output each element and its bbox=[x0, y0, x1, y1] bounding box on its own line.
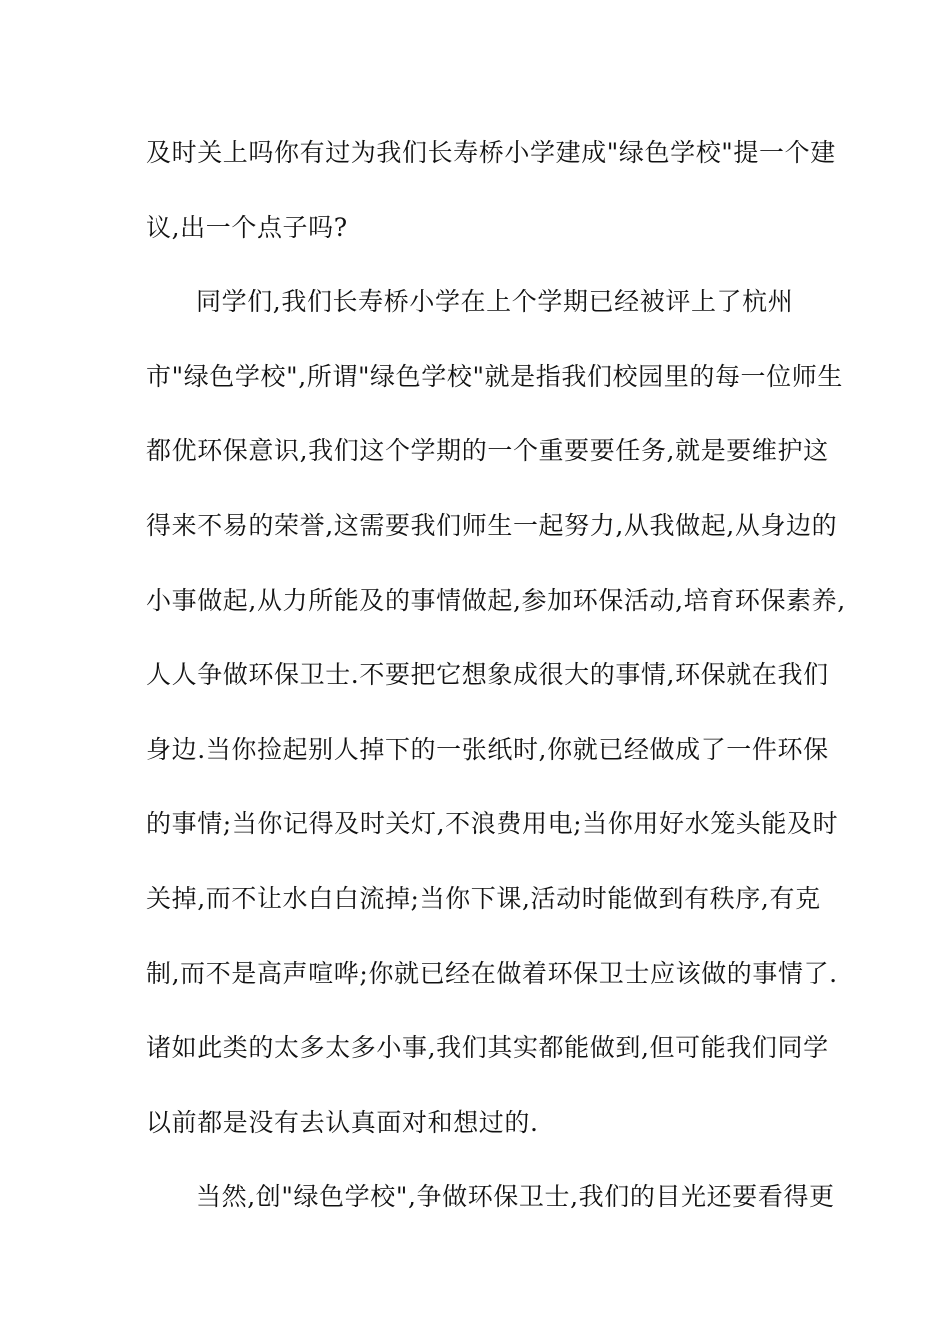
text-line: 人人争做环保卫士.不要把它想象成很大的事情,环保就在我们 bbox=[146, 660, 829, 690]
text-line: 小事做起,从力所能及的事情做起,参加环保活动,培育环保素养, bbox=[146, 585, 846, 615]
paragraph-start-line: 当然,创"绿色学校",争做环保卫士,我们的目光还要看得更 bbox=[196, 1182, 835, 1212]
text-line: 制,而不是高声喧哗;你就已经在做着环保卫士应该做的事情了. bbox=[146, 958, 838, 988]
text-line: 得来不易的荣誉,这需要我们师生一起努力,从我做起,从身边的 bbox=[146, 510, 838, 540]
text-line: 市"绿色学校",所谓"绿色学校"就是指我们校园里的每一位师生 bbox=[146, 361, 843, 391]
text-line: 身边.当你捡起别人掉下的一张纸时,你就已经做成了一件环保 bbox=[146, 734, 829, 764]
text-line: 的事情;当你记得及时关灯,不浪费用电;当你用好水笼头能及时 bbox=[146, 809, 839, 839]
body-text bbox=[146, 131, 846, 1250]
text-line: 诸如此类的太多太多小事,我们其实都能做到,但可能我们同学 bbox=[146, 1033, 829, 1063]
text-line: 议,出一个点子吗? bbox=[146, 212, 348, 242]
text-line: 关掉,而不让水白白流掉;当你下课,活动时能做到有秩序,有克 bbox=[146, 883, 821, 913]
text-line: 及时关上吗你有过为我们长寿桥小学建成"绿色学校"提一个建 bbox=[146, 138, 836, 167]
paragraph-start-line: 同学们,我们长寿桥小学在上个学期已经被评上了杭州 bbox=[196, 287, 794, 317]
text-line: 以前都是没有去认真面对和想过的. bbox=[146, 1107, 539, 1137]
text-line: 都优环保意识,我们这个学期的一个重要要任务,就是要维护这 bbox=[146, 436, 829, 466]
